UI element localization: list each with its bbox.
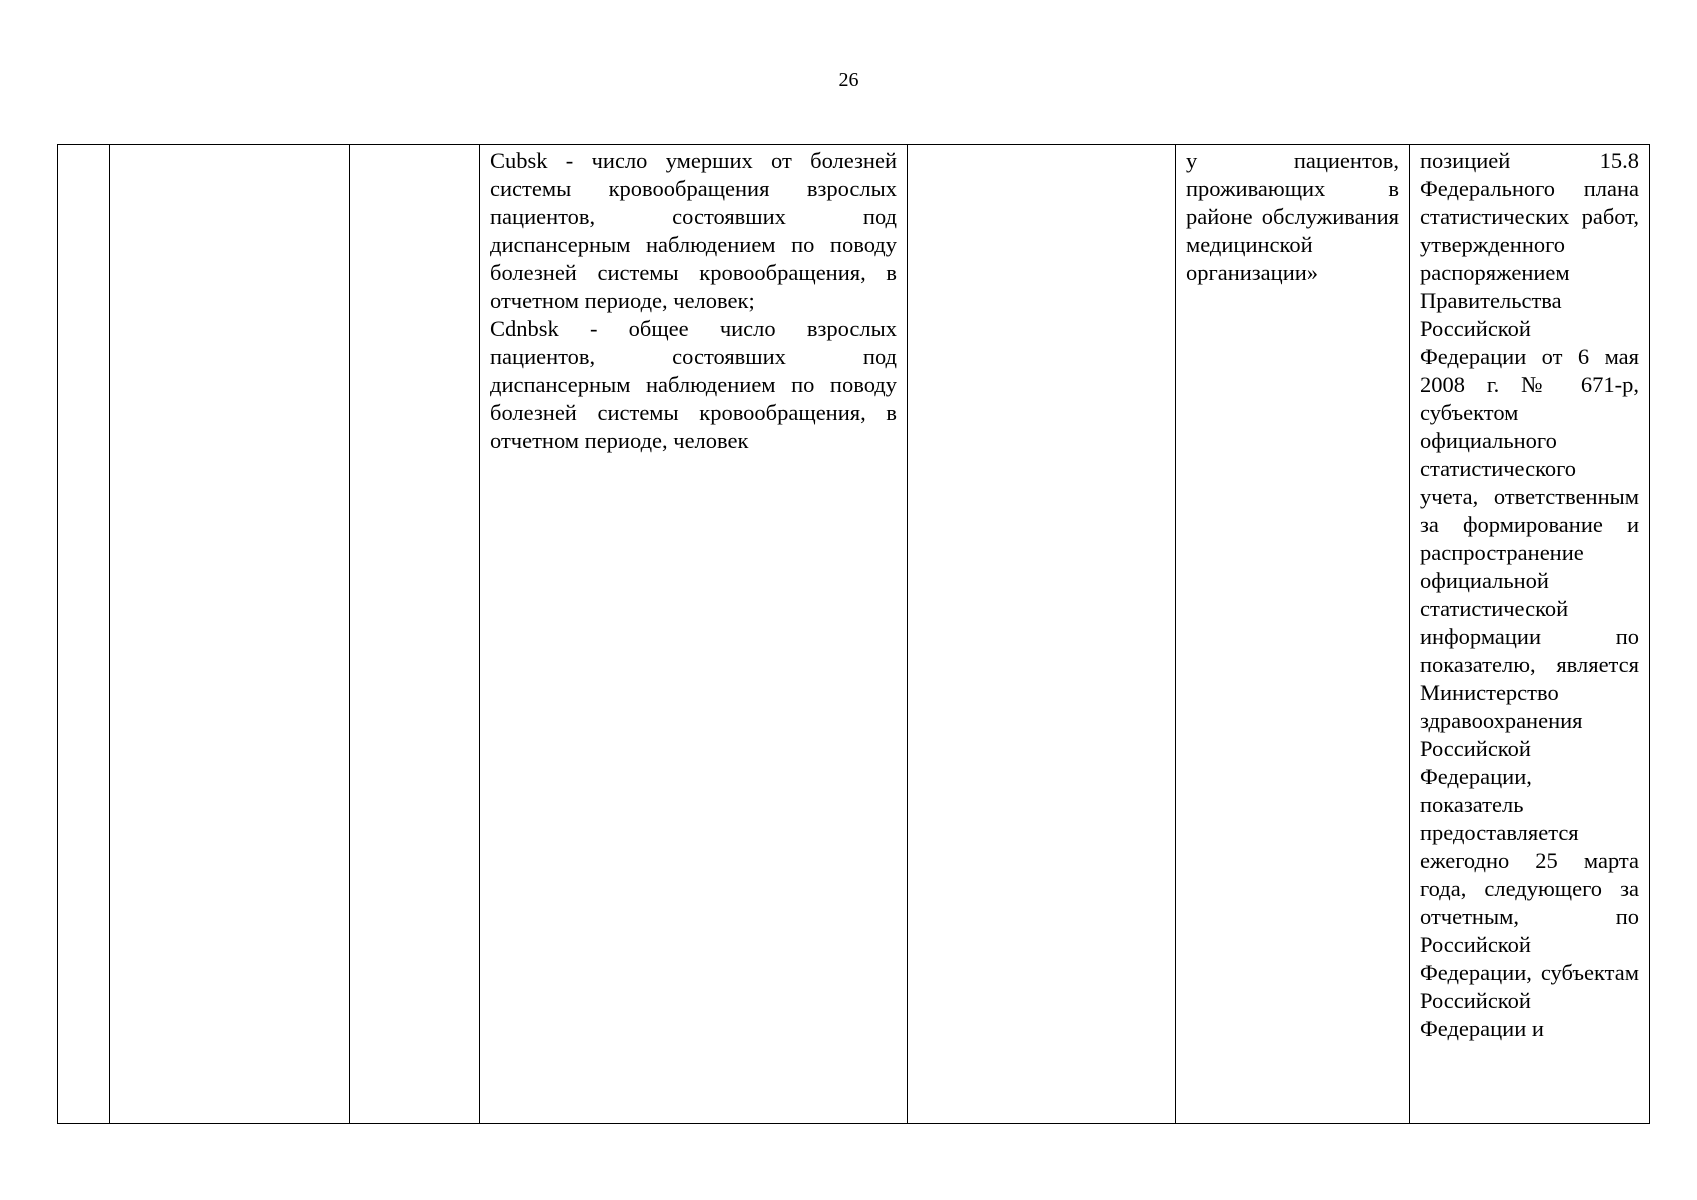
cell-unit	[350, 145, 480, 1124]
cell-number	[58, 145, 110, 1124]
description-text: у пациентов, проживающих в районе обслуживания медицинской организации»	[1186, 148, 1399, 285]
cell-indicator-name	[110, 145, 350, 1124]
variable-cubsk-definition: Cubsk - число умерших от болезней системы кровообращения взрослых пациентов, состоявших под диспансерным наблюдением по поводу болезней системы кровообращения, в отчетном периоде, человек;	[490, 148, 897, 313]
table-row	[58, 145, 1650, 1124]
cell-basic-indicators	[908, 145, 1176, 1124]
indicator-table	[57, 144, 1650, 1124]
cell-indicator-description	[1176, 145, 1410, 1124]
page-number: 26	[838, 69, 859, 91]
variable-cdnbsk-definition: Cdnbsk - общее число взрослых пациентов, состоявших под диспансерным наблюдением по поводу болезней системы кровообращения, в отчетном периоде, человек	[490, 316, 897, 453]
cell-data-source	[1410, 145, 1650, 1124]
data-source-text: позицией 15.8 Федерального плана статистических работ, утвержденного распоряжением Правительства Российской Федерации от 6 мая 2008 г. № 671-р, субъектом официального статистического учета, ответственным за формирование и распространение официальной статистической информации по показателю, является Министерство здравоохранения Российской Федерации, показатель предоставляется ежегодно 25 марта года, следующего за отчетным, по Российской Федерации, субъектам Российской Федерации и	[1420, 148, 1639, 1041]
cell-calculation-method	[480, 145, 908, 1124]
